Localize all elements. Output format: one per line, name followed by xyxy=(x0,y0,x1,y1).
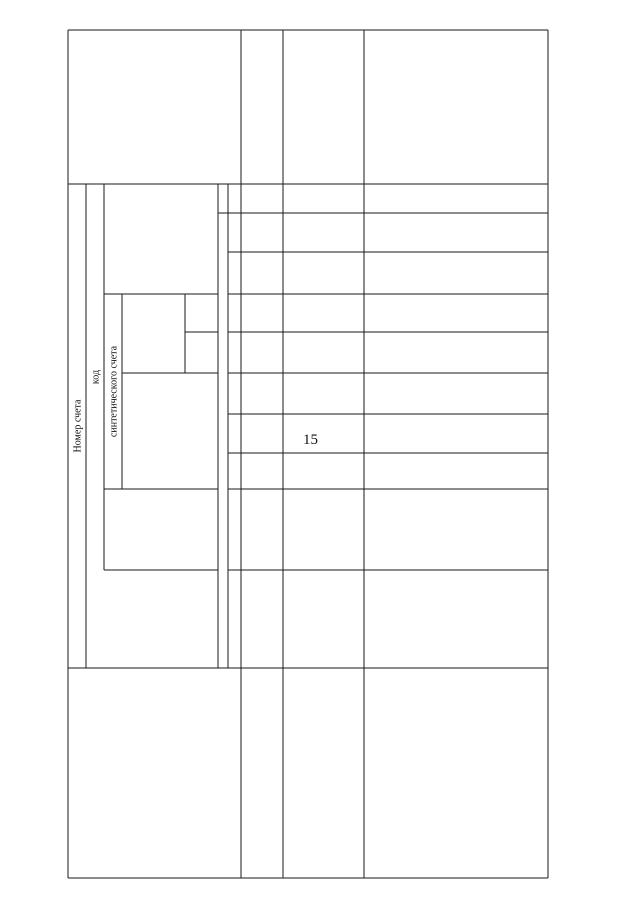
page-number: 15 xyxy=(303,432,318,448)
synthetic-header: синтетического счета xyxy=(108,345,120,438)
account-number-header: Номер счета xyxy=(72,399,84,453)
code-header: код xyxy=(90,369,102,385)
